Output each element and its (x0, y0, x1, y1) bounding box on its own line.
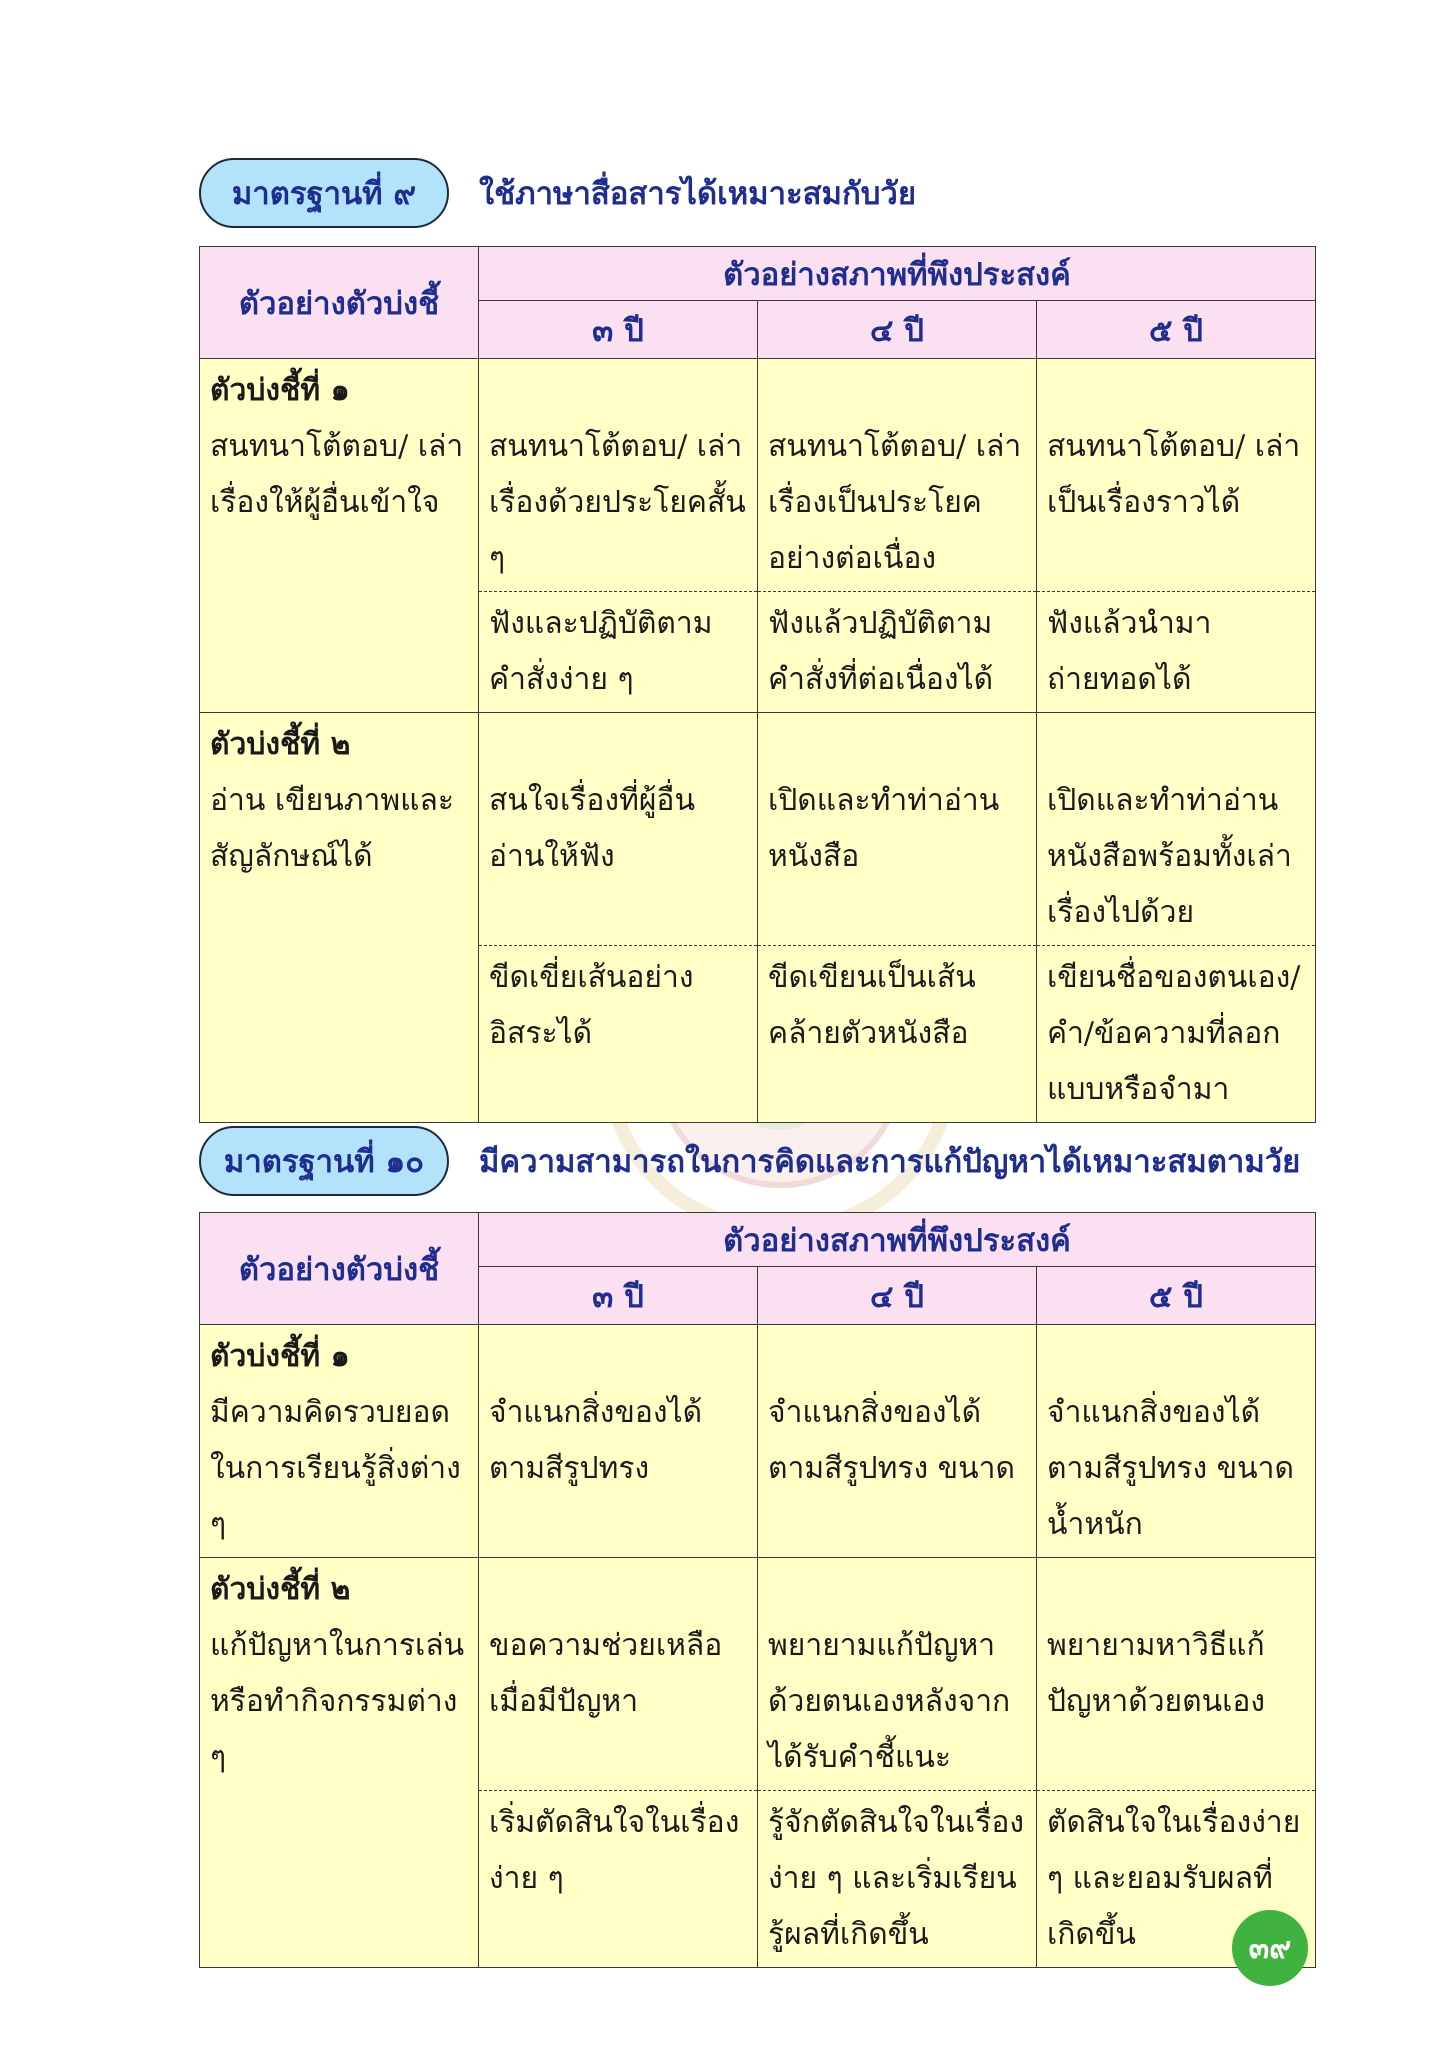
table-cell: รู้จักตัดสินใจในเรื่องง่าย ๆ และเริ่มเรียนรู้ผลที่เกิดขึ้น (758, 1791, 1037, 1968)
indicator-label: ตัวบ่งชี้ที่ ๑ (210, 373, 350, 408)
table-cell: ฟังแล้วปฏิบัติตามคำสั่งที่ต่อเนื่องได้ (758, 592, 1037, 713)
table-cell: สนทนาโต้ตอบ/ เล่าเรื่องเป็นประโยคอย่างต่อเนื่อง (758, 359, 1037, 592)
indicator-text: แก้ปัญหาในการเล่นหรือทำกิจกรรมต่าง ๆ (210, 1628, 465, 1775)
indicator-column-header: ตัวอย่างตัวบ่งชี้ (200, 247, 479, 359)
page-number: ๓๙ (1232, 1910, 1308, 1986)
table-cell: พยายามหาวิธีแก้ปัญหาด้วยตนเอง (1037, 1558, 1316, 1791)
table-cell: เริ่มตัดสินใจในเรื่องง่าย ๆ (479, 1791, 758, 1968)
indicator-cell (200, 359, 479, 713)
table-cell: จำแนกสิ่งของได้ตามสีรูปทรง ขนาด น้ำหนัก (1037, 1325, 1316, 1558)
table-cell: เปิดและทำท่าอ่านหนังสือ (758, 713, 1037, 946)
age-header-4: ๔ ปี (758, 1267, 1037, 1325)
age-header-5: ๕ ปี (1037, 1267, 1316, 1325)
standard-badge: มาตรฐานที่ ๙ (199, 158, 449, 228)
table-cell: จำแนกสิ่งของได้ตามสีรูปทรง (479, 1325, 758, 1558)
standard-section-9 (199, 158, 1315, 1107)
table-cell: จำแนกสิ่งของได้ตามสีรูปทรง ขนาด (758, 1325, 1037, 1558)
indicator-cell (200, 713, 479, 1123)
standard-title: ใช้ภาษาสื่อสารได้เหมาะสมกับวัย (479, 176, 916, 212)
indicator-label: ตัวบ่งชี้ที่ ๒ (210, 727, 351, 762)
indicator-label: ตัวบ่งชี้ที่ ๒ (210, 1572, 351, 1607)
standard-title: มีความสามารถในการคิดและการแก้ปัญหาได้เหมาะสมตามวัย (479, 1144, 1301, 1180)
desired-column-header: ตัวอย่างสภาพที่พึงประสงค์ (479, 1213, 1316, 1267)
age-header-5: ๕ ปี (1037, 301, 1316, 359)
age-header-4: ๔ ปี (758, 301, 1037, 359)
age-header-3: ๓ ปี (479, 301, 758, 359)
table-cell: เปิดและทำท่าอ่านหนังสือพร้อมทั้งเล่าเรื่องไปด้วย (1037, 713, 1316, 946)
standard-heading (199, 158, 1315, 232)
table-cell: สนใจเรื่องที่ผู้อื่นอ่านให้ฟัง (479, 713, 758, 946)
table-cell: สนทนาโต้ตอบ/ เล่าเรื่องด้วยประโยคสั้น ๆ (479, 359, 758, 592)
table-cell: ขอความช่วยเหลือเมื่อมีปัญหา (479, 1558, 758, 1791)
indicator-label: ตัวบ่งชี้ที่ ๑ (210, 1339, 350, 1374)
indicator-text: มีความคิดรวบยอดในการเรียนรู้สิ่งต่าง ๆ (210, 1395, 461, 1542)
standard-badge: มาตรฐานที่ ๑๐ (199, 1126, 449, 1196)
indicator-cell (200, 1325, 479, 1558)
table-cell: สนทนาโต้ตอบ/ เล่าเป็นเรื่องราวได้ (1037, 359, 1316, 592)
standard-heading (199, 1126, 1315, 1200)
age-header-3: ๓ ปี (479, 1267, 758, 1325)
desired-column-header: ตัวอย่างสภาพที่พึงประสงค์ (479, 247, 1316, 301)
indicator-text: อ่าน เขียนภาพและสัญลักษณ์ได้ (210, 783, 454, 874)
table-cell: ขีดเขียนเป็นเส้นคล้ายตัวหนังสือ (758, 946, 1037, 1123)
indicator-cell (200, 1558, 479, 1968)
table-cell: ฟังและปฏิบัติตามคำสั่งง่าย ๆ (479, 592, 758, 713)
standard-table (199, 1212, 1316, 1968)
table-cell: ฟังแล้วนำมาถ่ายทอดได้ (1037, 592, 1316, 713)
table-cell: ตัดสินใจในเรื่องง่าย ๆ และยอมรับผลที่เกิดขึ้น (1037, 1791, 1316, 1968)
indicator-column-header: ตัวอย่างตัวบ่งชี้ (200, 1213, 479, 1325)
indicator-text: สนทนาโต้ตอบ/ เล่าเรื่องให้ผู้อื่นเข้าใจ (210, 429, 464, 520)
table-cell: เขียนชื่อของตนเอง/ คำ/ข้อความที่ลอกแบบหรือจำมา (1037, 946, 1316, 1123)
table-cell: พยายามแก้ปัญหาด้วยตนเองหลังจากได้รับคำชี้แนะ (758, 1558, 1037, 1791)
standard-table (199, 246, 1316, 1123)
table-cell: ขีดเขี่ยเส้นอย่างอิสระได้ (479, 946, 758, 1123)
